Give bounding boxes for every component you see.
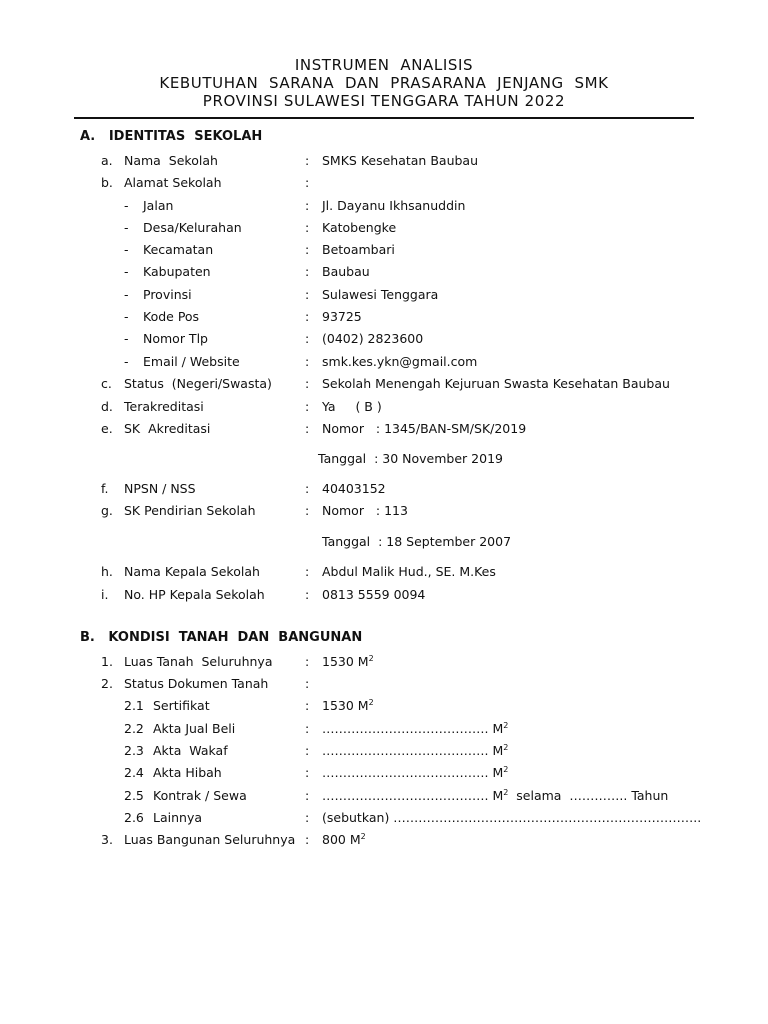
field-value: SMKS Kesehatan Baubau bbox=[322, 153, 479, 168]
field-kecamatan bbox=[0, 241, 768, 259]
field-number: 2.5 bbox=[124, 788, 144, 803]
field-colon: : bbox=[305, 399, 310, 414]
field-colon: : bbox=[305, 654, 310, 669]
field-sk-akreditasi bbox=[0, 420, 768, 438]
field-value: …………………………………. $M^2$ bbox=[322, 765, 509, 780]
field-colon: : bbox=[305, 354, 310, 369]
field-akta-hibah bbox=[0, 764, 768, 782]
field-provinsi bbox=[0, 286, 768, 304]
field-colon: : bbox=[305, 721, 310, 736]
field-nomor-tlp bbox=[0, 330, 768, 348]
field-marker: - bbox=[124, 242, 129, 257]
field-value: …………………………………. $M^2$ selama ………….. Tahun bbox=[322, 788, 669, 803]
field-marker: b. bbox=[101, 175, 113, 190]
field-label: Kabupaten bbox=[143, 264, 211, 279]
field-value: Tanggal : 18 September 2007 bbox=[322, 534, 512, 549]
field-kode-pos bbox=[0, 308, 768, 326]
field-marker: c. bbox=[101, 376, 112, 391]
field-marker: 3. bbox=[101, 832, 113, 847]
field-marker: a. bbox=[101, 153, 113, 168]
field-marker: - bbox=[124, 354, 129, 369]
field-label: Lainnya bbox=[153, 810, 202, 825]
field-marker: i. bbox=[101, 587, 109, 602]
field-label: Nama Sekolah bbox=[124, 153, 218, 168]
field-label: Akta Hibah bbox=[153, 765, 222, 780]
field-marker: - bbox=[124, 220, 129, 235]
field-value: 1530 $M^2$ bbox=[322, 654, 374, 669]
field-hp-kepala bbox=[0, 586, 768, 604]
field-email-website bbox=[0, 353, 768, 371]
field-colon: : bbox=[305, 220, 310, 235]
field-label: Desa/Kelurahan bbox=[143, 220, 242, 235]
field-number: 2.2 bbox=[124, 721, 144, 736]
field-colon: : bbox=[305, 765, 310, 780]
field-number: 2.1 bbox=[124, 698, 144, 713]
field-status-dokumen bbox=[0, 675, 768, 693]
field-value: …………………………………. $M^2$ bbox=[322, 743, 509, 758]
field-colon: : bbox=[305, 309, 310, 324]
field-label: Akta Jual Beli bbox=[153, 721, 236, 736]
title-line-1: INSTRUMEN ANALISIS bbox=[294, 56, 474, 74]
field-value: (0402) 2823600 bbox=[322, 331, 424, 346]
title-divider bbox=[74, 117, 694, 119]
title-line-2: KEBUTUHAN SARANA DAN PRASARANA JENJANG SMK bbox=[159, 74, 609, 92]
field-akta-wakaf bbox=[0, 742, 768, 760]
field-colon: : bbox=[305, 832, 310, 847]
field-colon: : bbox=[305, 481, 310, 496]
field-value: Ya ( B ) bbox=[322, 399, 382, 414]
field-number: 2.6 bbox=[124, 810, 144, 825]
field-status bbox=[0, 375, 768, 393]
field-colon: : bbox=[305, 587, 310, 602]
field-kabupaten bbox=[0, 263, 768, 281]
field-value: Nomor : 1345/BAN-SM/SK/2019 bbox=[322, 421, 527, 436]
field-value: smk.kes.ykn@gmail.com bbox=[322, 354, 478, 369]
field-number: 2.3 bbox=[124, 743, 144, 758]
field-akta-jual-beli bbox=[0, 720, 768, 738]
field-colon: : bbox=[305, 153, 310, 168]
field-colon: : bbox=[305, 788, 310, 803]
field-sk-akreditasi-tanggal bbox=[0, 450, 768, 468]
field-value: Abdul Malik Hud., SE. M.Kes bbox=[322, 564, 496, 579]
title-line-3: PROVINSI SULAWESI TENGGARA TAHUN 2022 bbox=[202, 92, 566, 110]
field-value: Sekolah Menengah Kejuruan Swasta Kesehatan Baubau bbox=[322, 376, 670, 391]
section-a-title: A. IDENTITAS SEKOLAH bbox=[80, 129, 263, 144]
field-label: Kode Pos bbox=[143, 309, 200, 324]
field-colon: : bbox=[305, 376, 310, 391]
field-marker: - bbox=[124, 264, 129, 279]
field-colon: : bbox=[305, 698, 310, 713]
field-marker: f. bbox=[101, 481, 109, 496]
field-colon: : bbox=[305, 810, 310, 825]
field-label: Jalan bbox=[143, 198, 174, 213]
field-value: Katobengke bbox=[322, 220, 397, 235]
field-value: 0813 5559 0094 bbox=[322, 587, 426, 602]
field-colon: : bbox=[305, 743, 310, 758]
field-value: Tanggal : 30 November 2019 bbox=[318, 451, 503, 466]
field-alamat-sekolah bbox=[0, 174, 768, 192]
field-marker: - bbox=[124, 287, 129, 302]
document-title bbox=[0, 56, 768, 110]
field-value: …………………………………. $M^2$ bbox=[322, 721, 509, 736]
field-label: SK Akreditasi bbox=[124, 421, 211, 436]
field-label: Luas Tanah Seluruhnya bbox=[124, 654, 273, 669]
field-label: Kecamatan bbox=[143, 242, 214, 257]
field-label: Akta Wakaf bbox=[153, 743, 228, 758]
field-value: Nomor : 113 bbox=[322, 503, 408, 518]
field-colon: : bbox=[305, 264, 310, 279]
field-colon: : bbox=[305, 175, 310, 190]
field-label: Status Dokumen Tanah bbox=[124, 676, 269, 691]
field-colon: : bbox=[305, 287, 310, 302]
field-label: Nomor Tlp bbox=[143, 331, 208, 346]
field-value: Jl. Dayanu Ikhsanuddin bbox=[322, 198, 466, 213]
field-value: 1530 $M^2$ bbox=[322, 698, 374, 713]
field-kepala-sekolah bbox=[0, 563, 768, 581]
field-sertifikat bbox=[0, 697, 768, 715]
field-luas-tanah bbox=[0, 653, 768, 671]
field-sk-pendirian bbox=[0, 502, 768, 520]
field-label: NPSN / NSS bbox=[124, 481, 196, 496]
field-jalan bbox=[0, 197, 768, 215]
field-colon: : bbox=[305, 564, 310, 579]
field-terakreditasi bbox=[0, 398, 768, 416]
field-marker: 1. bbox=[101, 654, 113, 669]
field-colon: : bbox=[305, 503, 310, 518]
field-label: SK Pendirian Sekolah bbox=[124, 503, 256, 518]
field-label: Email / Website bbox=[143, 354, 240, 369]
field-label: Provinsi bbox=[143, 287, 192, 302]
field-value: Baubau bbox=[322, 264, 370, 279]
field-colon: : bbox=[305, 676, 310, 691]
field-marker: h. bbox=[101, 564, 113, 579]
field-label: No. HP Kepala Sekolah bbox=[124, 587, 265, 602]
field-colon: : bbox=[305, 331, 310, 346]
field-marker: e. bbox=[101, 421, 113, 436]
field-label: Status (Negeri/Swasta) bbox=[124, 376, 272, 391]
field-marker: 2. bbox=[101, 676, 113, 691]
field-label: Alamat Sekolah bbox=[124, 175, 222, 190]
field-marker: d. bbox=[101, 399, 113, 414]
field-value: 800 $M^2$ bbox=[322, 832, 366, 847]
field-luas-bangunan bbox=[0, 831, 768, 849]
section-b-title: B. KONDISI TANAH DAN BANGUNAN bbox=[80, 630, 363, 645]
field-sk-pendirian-tanggal bbox=[0, 533, 768, 551]
field-label: Sertifikat bbox=[153, 698, 210, 713]
field-label: Nama Kepala Sekolah bbox=[124, 564, 260, 579]
field-colon: : bbox=[305, 242, 310, 257]
field-marker: g. bbox=[101, 503, 113, 518]
field-value: 93725 bbox=[322, 309, 362, 324]
field-desa-kelurahan bbox=[0, 219, 768, 237]
field-lainnya bbox=[0, 809, 768, 827]
field-label: Kontrak / Sewa bbox=[153, 788, 247, 803]
field-value: Betoambari bbox=[322, 242, 395, 257]
field-value: 40403152 bbox=[322, 481, 386, 496]
field-marker: - bbox=[124, 309, 129, 324]
field-marker: - bbox=[124, 198, 129, 213]
field-kontrak-sewa bbox=[0, 787, 768, 805]
field-colon: : bbox=[305, 421, 310, 436]
field-colon: : bbox=[305, 198, 310, 213]
field-nama-sekolah bbox=[0, 152, 768, 170]
field-value: Sulawesi Tenggara bbox=[322, 287, 439, 302]
field-value: (sebutkan) ……………………………………………………………….. bbox=[322, 810, 702, 825]
field-number: 2.4 bbox=[124, 765, 144, 780]
field-label: Terakreditasi bbox=[124, 399, 204, 414]
field-label: Luas Bangunan Seluruhnya bbox=[124, 832, 296, 847]
field-npsn bbox=[0, 480, 768, 498]
field-marker: - bbox=[124, 331, 129, 346]
